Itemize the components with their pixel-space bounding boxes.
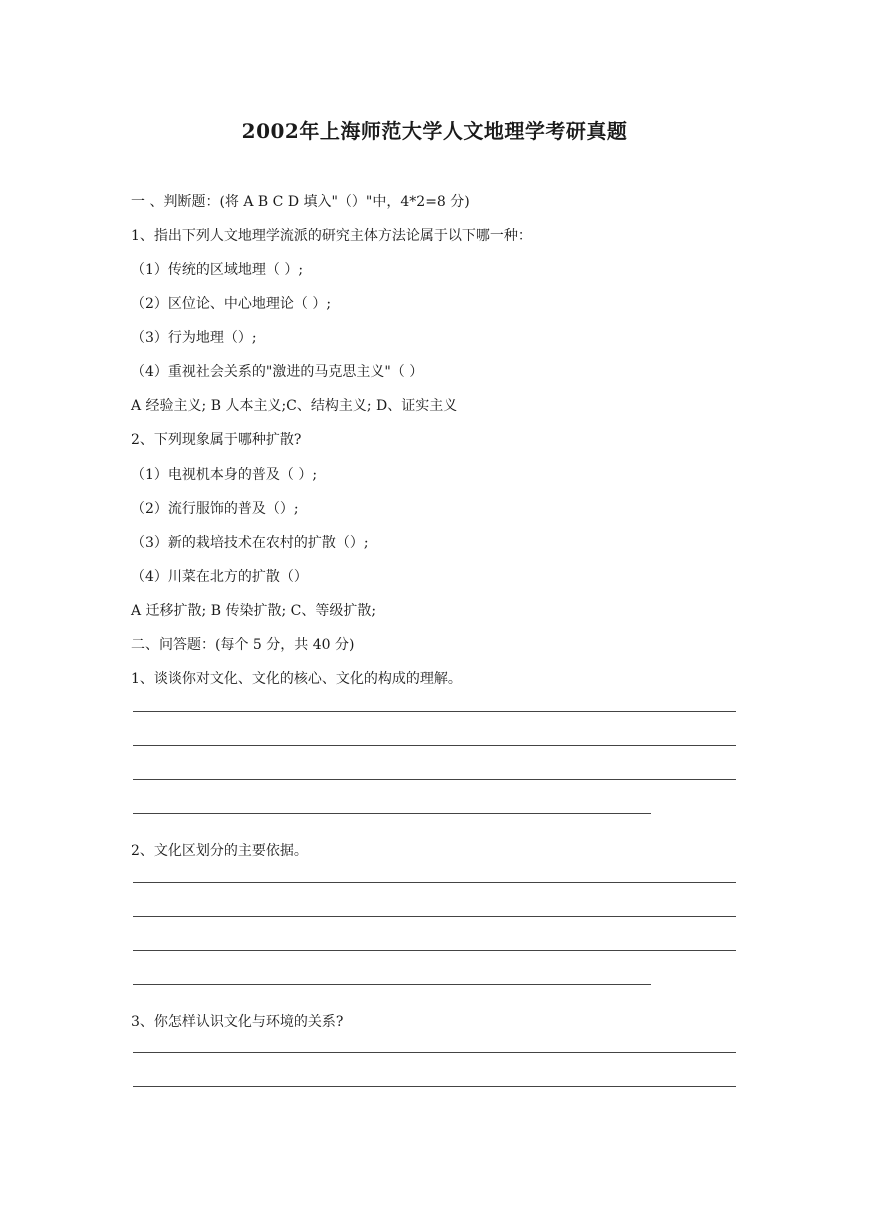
answer-line xyxy=(133,813,651,814)
section2-q1-text: 1、谈谈你对文化、文化的核心、文化的构成的理解。 xyxy=(131,671,462,687)
section1-q2-item-4: （4）川菜在北方的扩散（） xyxy=(131,569,308,585)
answer-line xyxy=(133,745,736,746)
section2-q2-text: 2、文化区划分的主要依据。 xyxy=(131,843,308,859)
answer-line xyxy=(133,779,736,780)
answer-line xyxy=(133,882,736,883)
section1-q1-options: A 经验主义; B 人本主义;C、结构主义; D、证实主义 xyxy=(131,398,458,414)
section1-q1-item-4: （4）重视社会关系的"激进的马克思主义"（ ） xyxy=(131,364,424,380)
section1-q2-item-2: （2）流行服饰的普及（）; xyxy=(131,501,299,517)
answer-line xyxy=(133,1086,736,1087)
page-title: 2002年上海师范大学人文地理学考研真题 xyxy=(241,119,628,143)
section1-heading: 一 、判断题：(将 A B C D 填入"（）"中，4*2=8 分) xyxy=(131,194,470,210)
answer-line xyxy=(133,711,736,712)
answer-line xyxy=(133,984,651,985)
section1-q1-item-2: （2）区位论、中心地理论（ ）; xyxy=(131,296,332,312)
section1-q2-text: 2、下列现象属于哪种扩散? xyxy=(131,432,302,448)
answer-line xyxy=(133,1052,736,1053)
section1-q1-item-1: （1）传统的区域地理（ ）; xyxy=(131,262,304,278)
section1-q2-item-3: （3）新的栽培技术在农村的扩散（）; xyxy=(131,535,369,551)
section1-q2-options: A 迁移扩散; B 传染扩散; C、等级扩散; xyxy=(131,603,377,619)
section1-q1-text: 1、指出下列人文地理学流派的研究主体方法论属于以下哪一种： xyxy=(131,228,532,244)
section1-q2-item-1: （1）电视机本身的普及（ ）; xyxy=(131,467,318,483)
section2-heading: 二、问答题：(每个 5 分，共 40 分) xyxy=(131,637,355,653)
section1-q1-item-3: （3）行为地理（）; xyxy=(131,330,257,346)
answer-line xyxy=(133,950,736,951)
section2-q3-text: 3、你怎样认识文化与环境的关系? xyxy=(131,1014,344,1030)
answer-line xyxy=(133,916,736,917)
